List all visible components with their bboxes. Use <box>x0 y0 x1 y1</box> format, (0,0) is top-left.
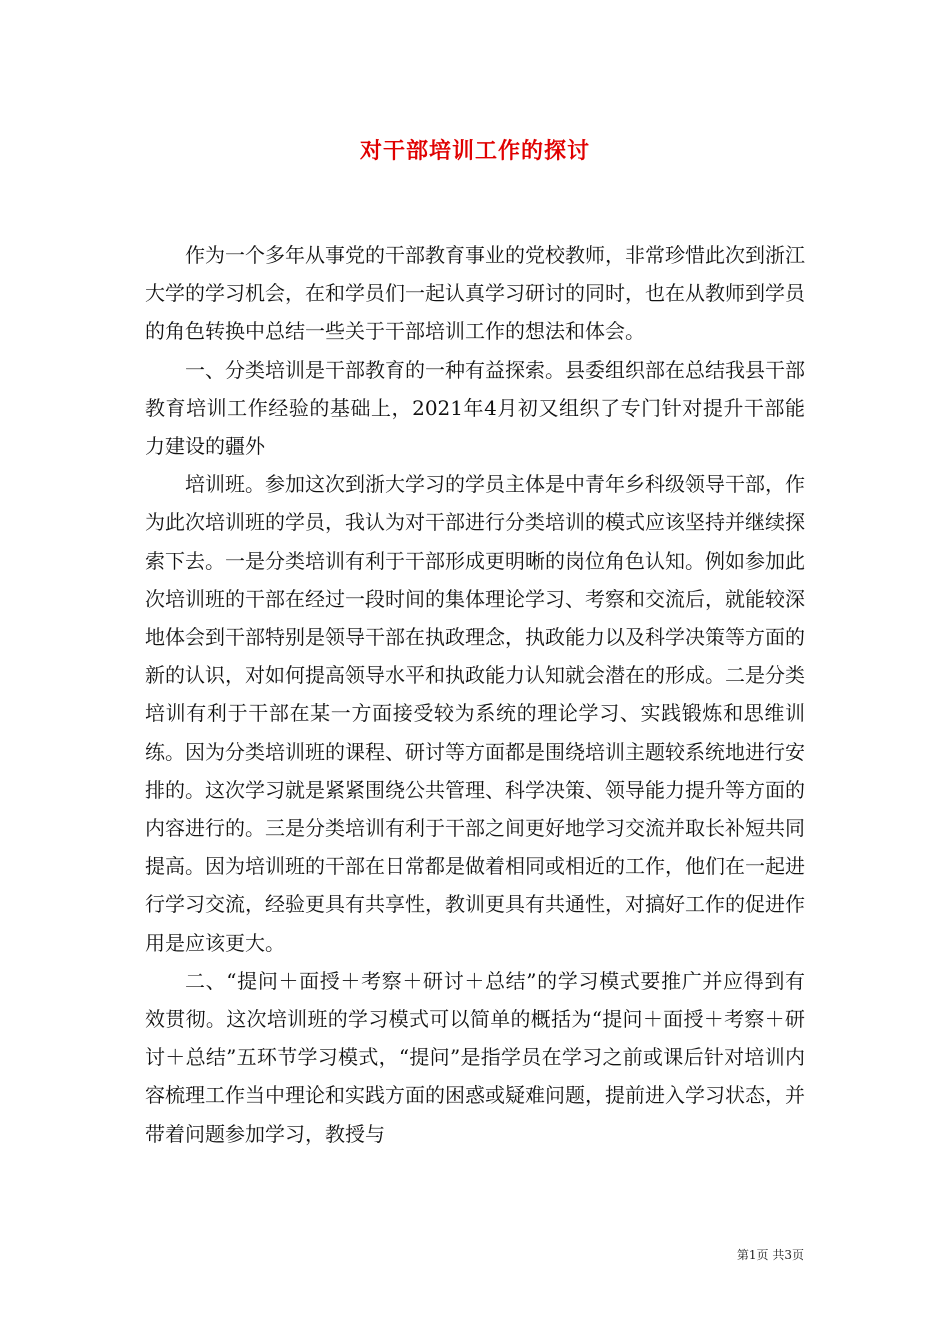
paragraph-section-one: 一、分类培训是干部教育的一种有益探索。县委组织部在总结我县干部教育培训工作经验的基础上，2021年4月初又组织了专门针对提升干部能力建设的疆外 <box>145 357 805 459</box>
paragraph-section-two: 二、“提问＋面授＋考察＋研讨＋总结”的学习模式要推广并应得到有效贯彻。这次培训班的学习模式可以简单的概括为“提问＋面授＋考察＋研讨＋总结”五环节学习模式，“提问”是指学员在学习之前或课后针对培训内容梳理工作当中理论和实践方面的困惑或疑难问题，提前进入学习状态，并带着问题参加学习，教授与 <box>145 968 805 1146</box>
document-body <box>145 236 805 1153</box>
paragraph-intro: 作为一个多年从事党的干部教育事业的党校教师，非常珍惜此次到浙江大学的学习机会，在和学员们一起认真学习研讨的同时，也在从教师到学员的角色转换中总结一些关于干部培训工作的想法和体会。 <box>145 243 805 344</box>
paragraph-section-one-continued: 培训班。参加这次到浙大学习的学员主体是中青年乡科级领导干部，作为此次培训班的学员，我认为对干部进行分类培训的模式应该坚持并继续探索下去。一是分类培训有利于干部形成更明晰的岗位角色认知。例如参加此次培训班的干部在经过一段时间的集体理论学习、考察和交流后，就能较深地体会到干部特别是领导干部在执政理念，执政能力以及科学决策等方面的新的认识，对如何提高领导水平和执政能力认知就会潜在的形成。二是分类培训有利于干部在某一方面接受较为系统的理论学习、实践锻炼和思维训练。因为分类培训班的课程、研讨等方面都是围绕培训主题较系统地进行安排的。这次学习就是紧紧围绕公共管理、科学决策、领导能力提升等方面的内容进行的。三是分类培训有利于干部之间更好地学习交流并取长补短共同提高。因为培训班的干部在日常都是做着相同或相近的工作，他们在一起进行学习交流，经验更具有共享性，教训更具有共通性，对搞好工作的促进作用是应该更大。 <box>145 472 805 955</box>
document-title: 对干部培训工作的探讨 <box>359 138 590 164</box>
page-number-footer: 第1页 共3页 <box>736 1248 804 1262</box>
